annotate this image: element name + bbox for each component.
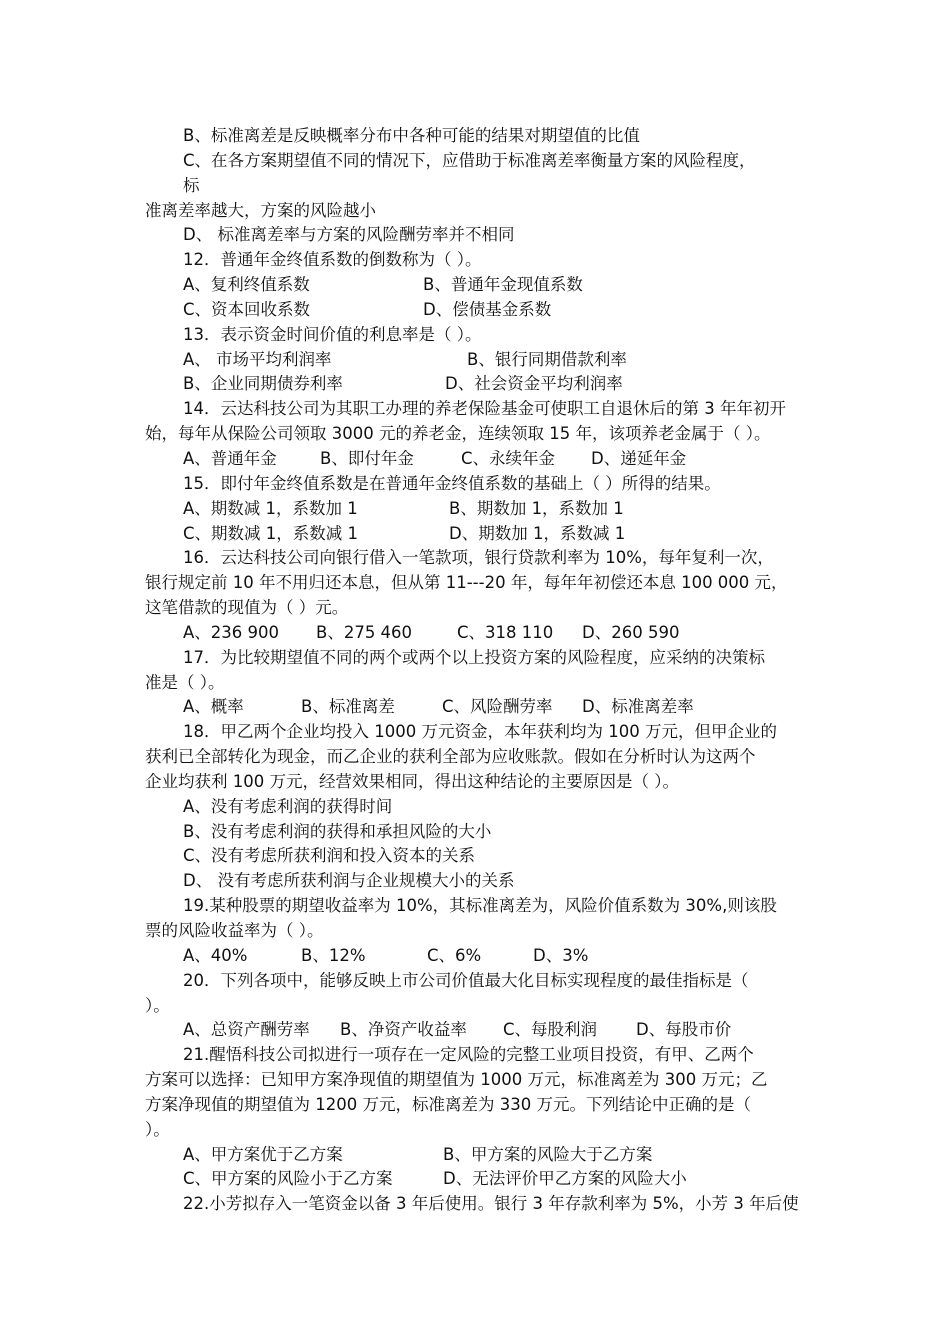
text-line: 获利已全部转化为现金，而乙企业的获利全部为应收账款。假如在分析时认为这两个 bbox=[145, 747, 756, 767]
option-d: D、递延年金 bbox=[591, 448, 687, 468]
text-line: 方案可以选择：已知甲方案净现值的期望值为 1000 万元，标准离差为 300 万元；乙 bbox=[145, 1070, 768, 1090]
option-b: B、275 460 bbox=[316, 622, 413, 642]
option-a: A、总资产酬劳率 bbox=[183, 1020, 310, 1040]
question-14: 14．云达科技公司为其职工办理的养老保险基金可使职工自退休后的第 3 年年初开 bbox=[183, 399, 786, 419]
option-line: C、没有考虑所获利润和投入资本的关系 bbox=[183, 846, 476, 866]
option-c: C、期数减 1，系数减 1 bbox=[183, 523, 359, 543]
text-line: 票的风险收益率为（ ）。 bbox=[145, 921, 324, 940]
option-d: D、每股市价 bbox=[636, 1020, 732, 1040]
option-d: D、260 590 bbox=[582, 622, 680, 642]
text-line: C、在各方案期望值不同的情况下，应借助于标准离差率衡量方案的风险程度， bbox=[183, 150, 756, 170]
option-c: C、318 110 bbox=[457, 622, 554, 642]
text-line: 标 bbox=[183, 175, 200, 195]
question-21: 21.醒悟科技公司拟进行一项存在一定风险的完整工业项目投资，有甲、乙两个 bbox=[183, 1045, 754, 1065]
option-b: B、甲方案的风险大于乙方案 bbox=[443, 1144, 653, 1164]
question-12: 12．普通年金终值系数的倒数称为（ ）。 bbox=[183, 250, 482, 270]
option-line: D、 没有考虑所获利润与企业规模大小的关系 bbox=[183, 871, 515, 891]
option-b: B、企业同期债券利率 bbox=[183, 374, 343, 394]
option-c: C、每股利润 bbox=[503, 1020, 598, 1040]
text-line: 始，每年从保险公司领取 3000 元的养老金，连续领取 15 年，该项养老金属于（ ）。 bbox=[145, 424, 771, 444]
option-b: B、净资产收益率 bbox=[340, 1020, 467, 1040]
document-body bbox=[145, 124, 885, 1217]
question-20: 20．下列各项中，能够反映上市公司价值最大化目标实现程度的最佳指标是（ bbox=[183, 970, 749, 990]
options-row bbox=[145, 273, 885, 298]
options-row bbox=[145, 1143, 885, 1168]
option-b: B、即付年金 bbox=[320, 448, 414, 468]
option-line: A、没有考虑利润的获得时间 bbox=[183, 796, 393, 816]
option-d: D、标准离差率 bbox=[582, 697, 694, 717]
question-17: 17．为比较期望值不同的两个或两个以上投资方案的风险程度，应采纳的决策标 bbox=[183, 647, 765, 667]
question-18: 18．甲乙两个企业均投入 1000 万元资金，本年获利均为 100 万元，但甲企业的 bbox=[183, 722, 777, 742]
text-line: B、标准离差是反映概率分布中各种可能的结果对期望值的比值 bbox=[183, 126, 640, 145]
text-line: 银行规定前 10 年不用归还本息，但从第 11---20 年，每年年初偿还本息 100 000 元， bbox=[145, 573, 788, 593]
options-row bbox=[145, 522, 885, 547]
option-c: C、甲方案的风险小于乙方案 bbox=[183, 1169, 393, 1189]
question-22: 22.小芳拟存入一笔资金以备 3 年后使用。银行 3 年存款利率为 5%，小芳 3 年后使 bbox=[183, 1194, 799, 1214]
option-line: B、没有考虑利润的获得和承担风险的大小 bbox=[183, 821, 492, 841]
option-a: A、复利终值系数 bbox=[183, 275, 310, 295]
option-b: B、银行同期借款利率 bbox=[467, 349, 627, 369]
options-row bbox=[145, 695, 885, 720]
option-b: B、12% bbox=[301, 945, 366, 965]
question-15: 15．即付年金终值系数是在普通年金终值系数的基础上（ ）所得的结果。 bbox=[183, 473, 721, 493]
option-d: D、无法评价甲乙方案的风险大小 bbox=[443, 1169, 687, 1189]
option-a: A、40% bbox=[183, 945, 248, 965]
option-a: A、甲方案优于乙方案 bbox=[183, 1144, 343, 1164]
question-16: 16．云达科技公司向银行借入一笔款项，银行贷款利率为 10%，每年复利一次， bbox=[183, 548, 774, 568]
text-line: 准是（ ）。 bbox=[145, 672, 225, 692]
options-row bbox=[145, 348, 885, 373]
option-c: C、永续年金 bbox=[461, 448, 556, 468]
text-line: 方案净现值的期望值为 1200 万元，标准离差为 330 万元。下列结论中正确的是（ bbox=[145, 1094, 751, 1114]
options-row bbox=[145, 944, 885, 969]
option-d: D、期数加 1，系数减 1 bbox=[449, 523, 626, 543]
option-b: B、标准离差 bbox=[301, 697, 395, 717]
option-a: A、普通年金 bbox=[183, 448, 277, 468]
option-b: B、期数加 1，系数加 1 bbox=[449, 498, 624, 518]
options-row bbox=[145, 298, 885, 323]
text-line: 这笔借款的现值为（ ）元。 bbox=[145, 598, 349, 618]
option-a: A、236 900 bbox=[183, 622, 280, 642]
option-c: C、6% bbox=[427, 945, 482, 965]
text-line: ）。 bbox=[145, 995, 170, 1015]
options-row bbox=[145, 497, 885, 522]
options-row bbox=[145, 621, 885, 646]
option-b: B、普通年金现值系数 bbox=[423, 275, 583, 295]
options-row bbox=[145, 1018, 885, 1043]
text-line: 准离差率越大，方案的风险越小 bbox=[145, 200, 376, 220]
option-line: D、 标准离差率与方案的风险酬劳率并不相同 bbox=[183, 225, 515, 245]
option-c: C、风险酬劳率 bbox=[442, 697, 553, 717]
option-d: D、偿债基金系数 bbox=[423, 299, 552, 319]
option-a: A、概率 bbox=[183, 697, 244, 717]
option-d: D、社会资金平均利润率 bbox=[445, 374, 623, 394]
option-d: D、3% bbox=[533, 945, 589, 965]
option-a: A、期数减 1，系数加 1 bbox=[183, 498, 358, 518]
options-row bbox=[145, 1167, 885, 1192]
text-line: 企业均获利 100 万元，经营效果相同，得出这种结论的主要原因是（ ）。 bbox=[145, 771, 679, 791]
options-row bbox=[145, 372, 885, 397]
option-a: A、 市场平均利润率 bbox=[183, 349, 332, 369]
text-line: ）。 bbox=[145, 1119, 170, 1139]
question-19: 19.某种股票的期望收益率为 10%，其标准离差为，风险价值系数为 30%,则该股 bbox=[183, 896, 777, 916]
option-c: C、资本回收系数 bbox=[183, 299, 311, 319]
question-13: 13．表示资金时间价值的利息率是（ ）。 bbox=[183, 324, 482, 344]
options-row bbox=[145, 447, 885, 472]
